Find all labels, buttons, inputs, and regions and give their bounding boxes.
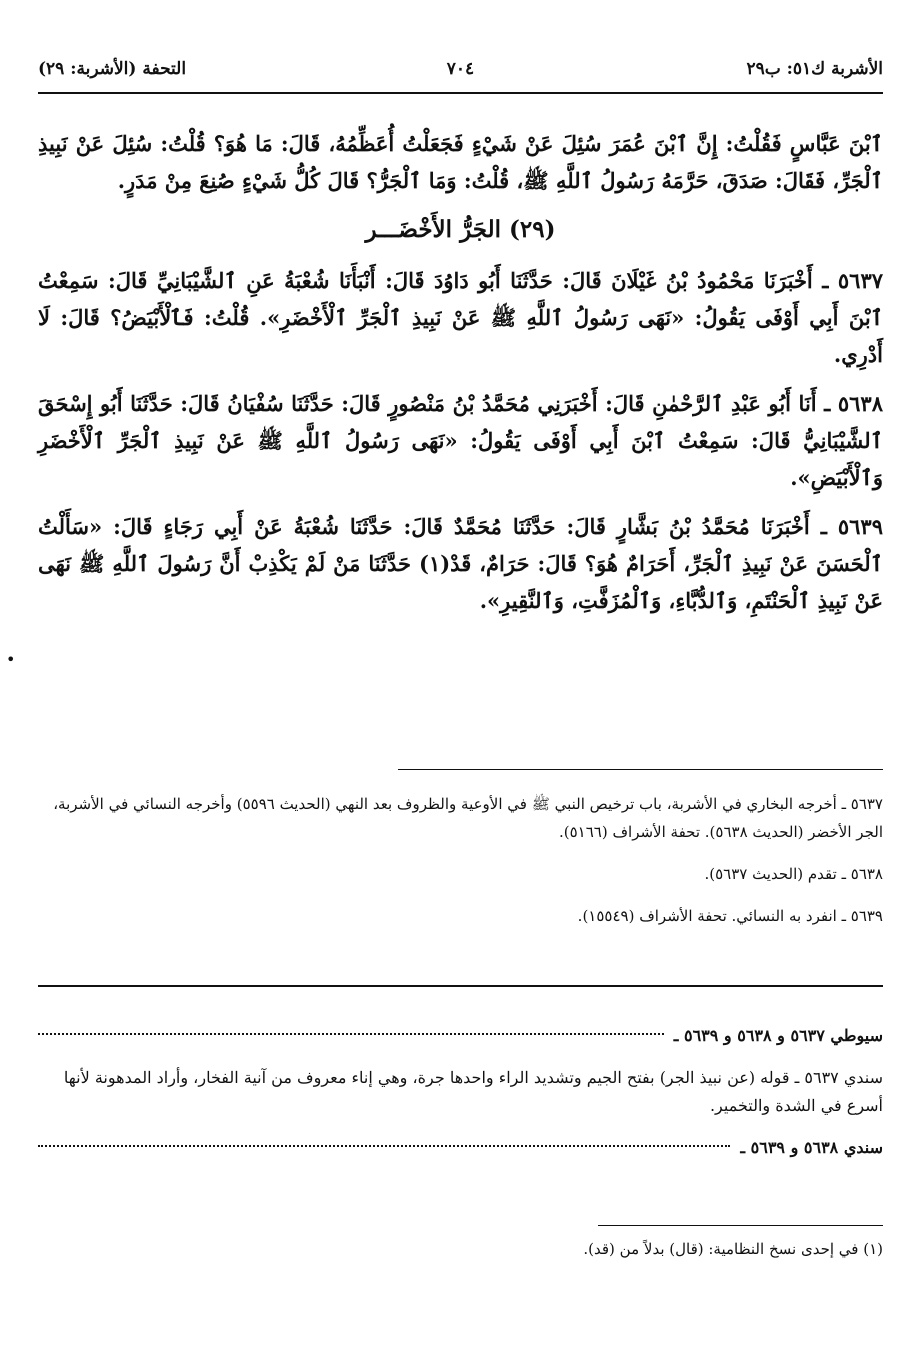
header-chapter-ref: الأشربة ك٥١: ب٢٩ (746, 59, 883, 79)
suyuti-heading-text: سيوطي ٥٦٣٧ و ٥٦٣٨ و ٥٦٣٩ ـ (673, 1026, 883, 1045)
commentary-section (38, 1022, 883, 1176)
hadith-number: ٥٦٣٧ ـ (822, 268, 884, 293)
hadith-number: ٥٦٣٨ ـ (824, 391, 883, 416)
hadith-5638 (38, 385, 883, 496)
note-5638: ٥٦٣٨ ـ تقدم (الحديث ٥٦٣٧). (704, 865, 883, 883)
sindi-commentary: سندي ٥٦٣٧ ـ قوله (عن نبيذ الجر) بفتح الجيم وتشديد الراء واحدها جرة، وهي إناء معروف من آنية الفخار، وأراد المدهونة لأنها أسرع في الشدة والتخمير. (63, 1068, 883, 1115)
sindi-heading-text: سندي ٥٦٣٨ و ٥٦٣٩ ـ (740, 1138, 883, 1157)
hadith-number: ٥٦٣٩ ـ (820, 514, 883, 539)
book-page (38, 0, 883, 1357)
page-number: ٧٠٤ (446, 59, 475, 79)
takhrij-notes (38, 790, 883, 944)
dotted-leader (38, 1033, 664, 1035)
main-text (38, 125, 883, 631)
header-tuhfa-ref: التحفة (الأشربة: ٢٩) (38, 59, 187, 79)
chapter-title: (٢٩) الجَرُّ الأَخْضَـــر (365, 216, 556, 243)
sindi-heading (38, 1134, 883, 1162)
page-header (38, 54, 883, 84)
hadith-5639 (38, 508, 883, 619)
hadith-text: أَخْبَرَنَا مُحَمَّدُ بْنُ بَشَّارٍ قَالَ: حَدَّثَنَا مُحَمَّدٌ قَالَ: حَدَّثَنَا شُعْبَةُ عَنْ أَبِي رَجَاءٍ قَالَ: «سَأَلْتُ ٱلْحَسَنَ عَنْ نَبِيذِ ٱلْجَرِّ، أَحَرَامٌ هُوَ؟ قَالَ: حَرَامٌ، قَدْ(١) حَدَّثَنَا مَنْ لَمْ يَكْذِبْ أَنَّ رَسُولَ ٱللَّهِ ﷺ نَهَى عَنْ نَبِيذِ ٱلْحَنْتَمِ، وَٱلدُّبَّاءِ، وَٱلْمُزَفَّتِ، وَٱلنَّقِيرِ». (38, 514, 883, 613)
hadith-text: أَنَا أَبُو عَبْدِ ٱلرَّحْمٰنِ قَالَ: أَخْبَرَنِي مُحَمَّدُ بْنُ مَنْصُورٍ قَالَ: حَدَّثَنَا سُفْيَانُ قَالَ: حَدَّثَنَا أَبُو إِسْحَقَ ٱلشَّيْبَانِيُّ قَالَ: سَمِعْتُ ٱبْنَ أَبِي أَوْفَى يَقُولُ: «نَهَى رَسُولُ ٱللَّهِ ﷺ عَنْ نَبِيذِ ٱلْجَرِّ ٱلْأَخْضَرِ وَٱلْأَبْيَضِ». (38, 391, 883, 490)
notes-rule (398, 769, 883, 770)
footnote: (١) في إحدى نسخ النظامية: (قال) بدلاً من (قد). (583, 1240, 883, 1258)
commentary-rule (38, 985, 883, 987)
suyuti-heading (38, 1022, 883, 1050)
hadith-text: أَخْبَرَنَا مَحْمُودُ بْنُ غَيْلَانَ قَالَ: حَدَّثَنَا أَبُو دَاوُدَ قَالَ: أَنْبَأَنَا شُعْبَةُ عَنِ ٱلشَّيْبَانِيِّ قَالَ: سَمِعْتُ ٱبْنَ أَبِي أَوْفَى يَقُولُ: «نَهَى رَسُولُ ٱللَّهِ ﷺ عَنْ نَبِيذِ ٱلْجَرِّ ٱلْأَخْضَرِ». قُلْتُ: فَٱلْأَبْيَضُ؟ قَالَ: لَا أَدْرِي. (38, 268, 883, 367)
intro-paragraph: ٱبْنَ عَبَّاسٍ فَقُلْتُ: إِنَّ ٱبْنَ عُمَرَ سُئِلَ عَنْ شَيْءٍ فَجَعَلْتُ أُعَظِّمُهُ، قَالَ: مَا هُوَ؟ قُلْتُ: سُئِلَ عَنْ نَبِيذِ ٱلْجَرِّ، فَقَالَ: صَدَقَ، حَرَّمَهُ رَسُولُ ٱللَّهِ ﷺ، قُلْتُ: وَمَا ٱلْجَرُّ؟ قَالَ كُلُّ شَيْءٍ صُنِعَ مِنْ مَدَرٍ. (38, 131, 883, 193)
margin-dot: • (6, 650, 16, 669)
header-rule (38, 92, 883, 94)
hadith-5637 (38, 262, 883, 373)
footnote-rule (598, 1225, 883, 1226)
note-5639: ٥٦٣٩ ـ انفرد به النسائي. تحفة الأشراف (١٥٥٤٩). (577, 907, 883, 925)
dotted-leader (38, 1145, 730, 1147)
note-5637: ٥٦٣٧ ـ أخرجه البخاري في الأشربة، باب ترخيص النبي ﷺ في الأوعية والظروف بعد النهي (الحديث ٥٥٩٦) وأخرجه النسائي في الأشربة، الجر الأخضر (الحديث ٥٦٣٨). تحفة الأشراف (٥١٦٦). (53, 795, 883, 841)
